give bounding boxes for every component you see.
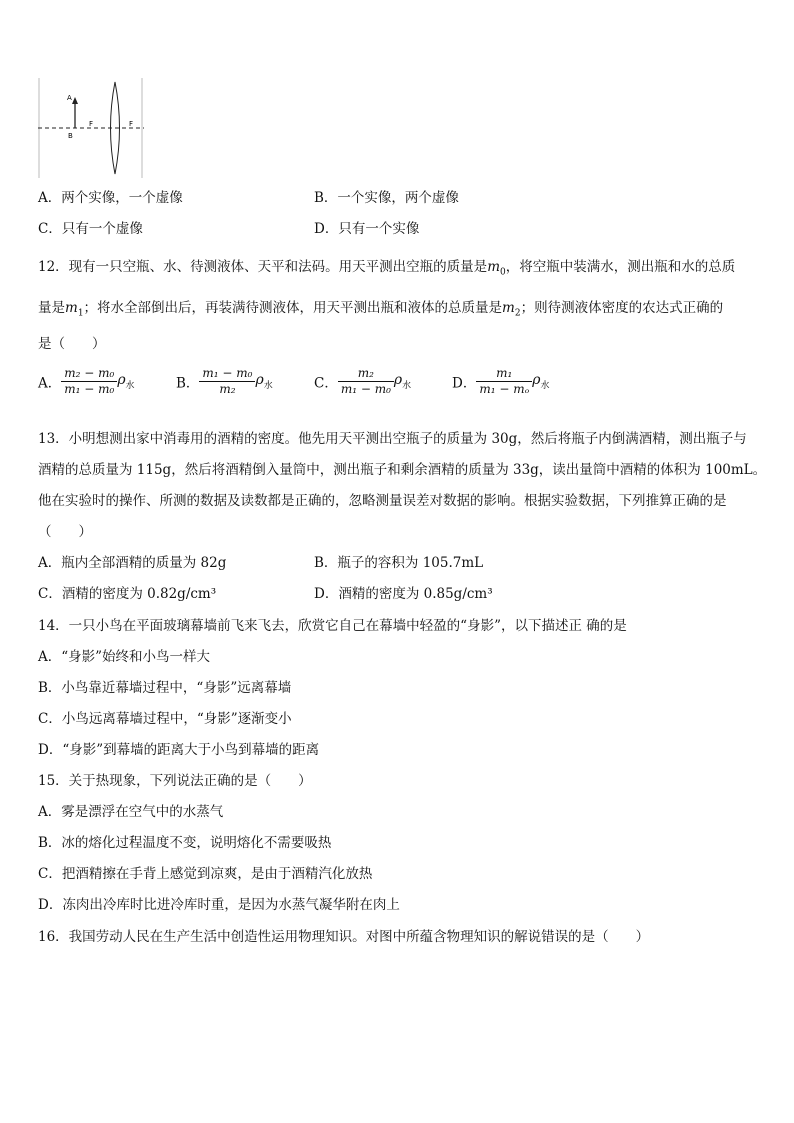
q12-option-c-fraction: $\frac{\text{m₂}}{\text{m₁ − m₀}}$ xyxy=(338,366,394,397)
q15-option-b: B．冰的熔化过程温度不变，说明熔化不需要吸热 xyxy=(38,835,332,851)
q12-stem-line2: 量是$m_1$；将水全部倒出后，再装满待测液体，用天平测出瓶和液体的总质量是$m_2$；则待测液体密度的农达式正确的 xyxy=(38,300,724,319)
q14-option-c: C．小鸟远离幕墙过程中，“身影”逐渐变小 xyxy=(38,711,292,727)
m1-symbol: $m_1$ xyxy=(65,300,84,319)
lens-diagram xyxy=(38,78,144,178)
q14-option-b: B．小鸟靠近幕墙过程中，“身影”远离幕墙 xyxy=(38,680,292,696)
q13-stem-line4: （ ） xyxy=(38,524,92,540)
q12-option-b-fraction: $\frac{\text{m₁ − m₀}}{\text{m₂}}$ xyxy=(199,366,255,397)
q13-stem-line1: 13．小明想测出家中消毒用的酒精的密度。他先用天平测出空瓶子的质量为 30g，然后将瓶子内倒满酒精，测出瓶子与 xyxy=(38,431,747,447)
label-b: B xyxy=(68,132,73,140)
q14-stem: 14．一只小鸟在平面玻璃幕墙前飞来飞去，欣赏它自己在幕墙中轻盈的“身影”，以下描述正 确的是 xyxy=(38,618,627,634)
label-a: A xyxy=(67,94,72,102)
q11-option-a: A．两个实像，一个虚像 xyxy=(38,190,183,206)
q13-stem-line2: 酒精的总质量为 115g，然后将酒精倒入量筒中，测出瓶子和剩余酒精的质量为 33g，读出量筒中酒精的体积为 100mL。 xyxy=(38,462,767,478)
label-f-right: F xyxy=(129,120,134,128)
label-f-left: F xyxy=(89,120,94,128)
q13-stem-line3: 他在实验时的操作、所测的数据及读数都是正确的，忽略测量误差对数据的影响。根据实验数据，下列推算正确的是 xyxy=(38,493,727,509)
q11-option-d: D．只有一个实像 xyxy=(314,221,420,237)
q12-option-d: D． $\frac{\text{m₁}}{\text{m₁ − mₒ}}$ $\rho_水$ xyxy=(452,366,550,396)
q11-option-c: C．只有一个虚像 xyxy=(38,221,143,237)
q12-stem-line3: 是（ ） xyxy=(38,336,106,352)
q15-option-d: D．冻肉出冷库时比进冷库时重，是因为水蒸气凝华附在肉上 xyxy=(38,897,400,913)
q15-stem: 15．关于热现象，下列说法正确的是（ ） xyxy=(38,773,312,789)
m2-symbol: $m_2$ xyxy=(502,300,521,319)
q14-option-d: D．“身影”到幕墙的距离大于小鸟到幕墙的距离 xyxy=(38,742,320,758)
q13-option-b: B．瓶子的容积为 105.7mL xyxy=(314,555,484,571)
q12-option-b: B． $\frac{\text{m₁ − m₀}}{\text{m₂}}$ $\rho_水$ xyxy=(176,366,273,396)
q14-option-a: A．“身影”始终和小鸟一样大 xyxy=(38,649,211,665)
q12-option-c: C． $\frac{\text{m₂}}{\text{m₁ − m₀}}$ $\rho_水$ xyxy=(314,366,412,396)
q13-option-d: D．酒精的密度为 0.85g/cm³ xyxy=(314,586,493,602)
q12-option-d-fraction: $\frac{\text{m₁}}{\text{m₁ − mₒ}}$ xyxy=(476,366,532,397)
q15-option-c: C．把酒精擦在手背上感觉到凉爽，是由于酒精汽化放热 xyxy=(38,866,373,882)
q13-option-a: A．瓶内全部酒精的质量为 82g xyxy=(38,555,227,571)
q11-option-b: B．一个实像，两个虚像 xyxy=(314,190,459,206)
q12-stem-line1: 12．现有一只空瓶、水、待测液体、天平和法码。用天平测出空瓶的质量是$m_0$，将空瓶中装满水，测出瓶和水的总质 xyxy=(38,259,736,278)
m0-symbol: $m_0$ xyxy=(487,259,506,278)
q15-option-a: A．雾是漂浮在空气中的水蒸气 xyxy=(38,804,224,820)
q16-stem: 16．我国劳动人民在生产生活中创造性运用物理知识。对图中所蕴含物理知识的解说错误的是（ ） xyxy=(38,929,650,945)
q13-option-c: C．酒精的密度为 0.82g/cm³ xyxy=(38,586,217,602)
object-arrow-head xyxy=(72,97,78,104)
q12-option-a: A． $\frac{\text{m₂ − m₀}}{\text{m₁ − m₀}}$ $\rho_水$ xyxy=(38,366,135,396)
q12-option-a-fraction: $\frac{\text{m₂ − m₀}}{\text{m₁ − m₀}}$ xyxy=(61,366,117,397)
